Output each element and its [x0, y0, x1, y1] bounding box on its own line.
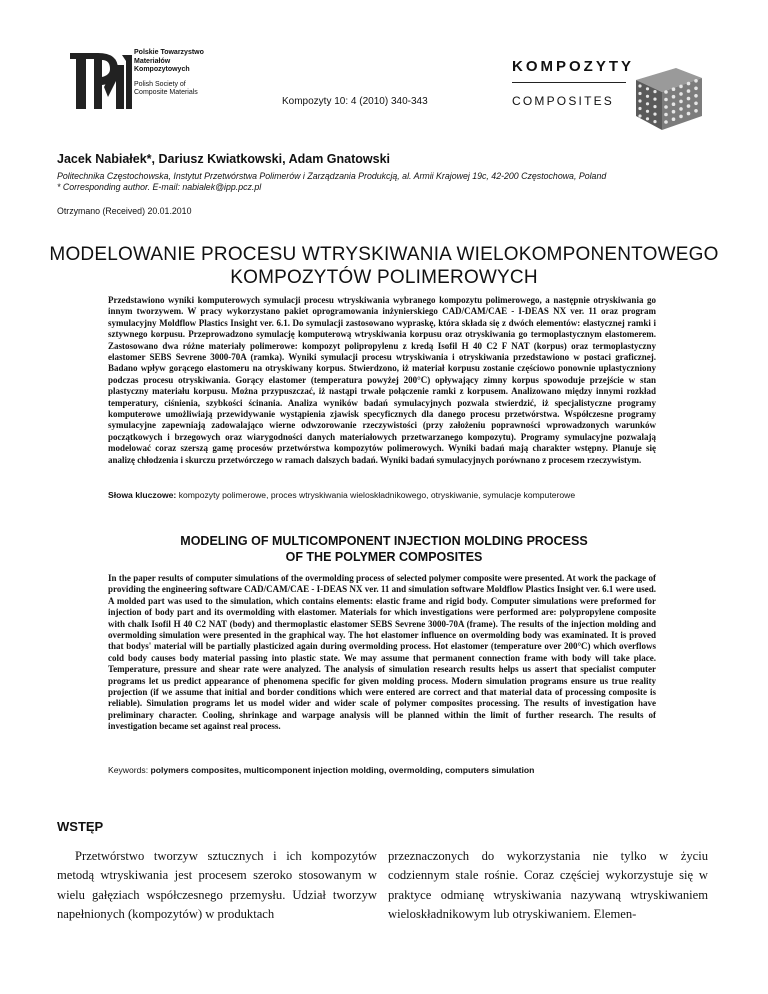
keywords-en-label: Keywords: [108, 765, 149, 775]
society-name [134, 49, 220, 105]
affiliation: Politechnika Częstochowska, Instytut Przetwórstwa Polimerów i Zarządzania Produkcją, al. Armii Krajowej 19c, 42-200 Częstochowa, Poland [57, 171, 607, 181]
affiliation-block [57, 171, 737, 193]
title-pl-line-1: MODELOWANIE PROCESU WTRYSKIWANIA WIELOKOMPONENTOWEGO [49, 244, 719, 265]
society-name-en-2: Composite Materials [134, 89, 198, 96]
composite-cube-icon [630, 58, 706, 132]
abstract-en: In the paper results of computer simulations of the overmolding process of selected polymer composite were presented. At work the package of providing the engineering software CAD/CAM/CAE - I-DEAS NX ver. 11 and simulation software Moldflow Plastics Insight ver. 6.1 were used. A molded part was used to the simulation, which contains elements: elastic frame and rigid body. Computer simulations were preformed for injection of body part and its overmolding with elastomer. Materials for which investigations were performed are: polypropylene composite with chalk Isofil H 40 C2 NAT (body) and thermoplastic elastomer SEBS Sevrene 3000-70A (frame). The results of the injection molding and overmolding simulation were presented in the graphical way. The hot elastomer influence on overmolding body was examinated. It is proved that bodys' material will be partially plasticized again during overmolding process. Hot elastomer (temperature over 200°C) which overflows cold body causes body material passing into plastic state. We may assume that permanent connection frame with body will take place. Temperature, pressure and shear rate were analyzed. The analysis of simulation research results helps us assert that specialist computer programs let us predict appearance of phenomena specific for given molding process. Modern simulation programs ensure us true reality projection (if we assume that initial and border conditions which were entered are correct and that material data of processing composite is reliable). Simulation programs let us model wider and wider scale of polymer composites processing. The results of investigation have preliminary character. Cooling, shrinkage and warpage analysis will be planned within the limit of further research. The results of investigation became set against real process. [108, 573, 656, 732]
keywords-pl-text: kompozyty polimerowe, proces wtryskiwania wieloskładnikowego, otryskiwanie, symulacje komputerowe [178, 490, 576, 500]
body-column-left: Przetwórstwo tworzyw sztucznych i ich kompozytów metodą wtryskiwania jest procesem szeroko stosowanym w wielu gałęziach współczesnego przemysłu. Udział tworzyw napełnionych (kompozytów) w produktach [57, 849, 377, 922]
journal-citation: Kompozyty 10: 4 (2010) 340-343 [282, 96, 428, 107]
society-name-en-1: Polish Society of [134, 80, 186, 88]
title-en-line-1: MODELING OF MULTICOMPONENT INJECTION MOLDING PROCESS [180, 534, 588, 548]
body-column-right: przeznaczonych do wykorzystania nie tylko w życiu codziennym stale rośnie. Coraz częściej wykorzystuje się w praktyce odmianę wtryskiwania nazywaną wtryskiwaniem wieloskładnikowym lub otryskiwaniem. Elemen- [388, 849, 708, 922]
corresponding-author: * Corresponding author. E-mail: nabialek@ipp.pcz.pl [57, 182, 262, 192]
ptmk-logo-icon [66, 47, 134, 115]
society-name-pl-2: Materiałów Kompozytowych [134, 57, 190, 73]
title-en-line-2: OF THE POLYMER COMPOSITES [285, 550, 483, 564]
section-heading: WSTĘP [57, 819, 104, 834]
abstract-pl: Przedstawiono wyniki komputerowych symulacji procesu wtryskiwania wybranego kompozytu polimerowego, a następnie otryskiwania go innym tworzywem. W pracy wykorzystano pakiet oprogramowania inżynierskiego CAD/CAM/CAE - I-DEAS NX ver. 11 oraz program symulacyjny Moldflow Plastics Insight ver. 6.1. Do symulacji zastosowano wypraskę, która składa się z dwóch elementów: elastycznej ramki i sztywnego korpusu. Przeprowadzono symulację komputerową wtryskiwania korpusu oraz otryskiwania go termoplastycznym elastomerem. Zastosowano dwa różne materiały polimerowe: kompozyt polipropylenu z kredą Isofil H 40 C2 F NAT (korpus) oraz termoplastyczny elastomer SEBS Sevrene 3000-70A (ramka). Wyniki symulacji procesu wtryskiwania i otryskiwania przedstawiono w postaci graficznej. Badano wpływ gorącego elastomeru na otryskiwany korpus. Stwierdzono, iż materiał korpusu zostanie częściowo ponownie uplastyczniony podczas procesu otryskiwania. Gorący elastomer (temperatura powyżej 200°C) opływający zimny korpus spowoduje przejście w stan plastyczny materiału korpusu. Można przypuszczać, iż nastąpi trwałe połączenie ramki z korpusem. Analizowano między innymi rozkład temperatury, ciśnienia, szybkości ścinania. Analiza wyników badań symulacyjnych pozwala stwierdzić, iż specjalistyczne programy komputerowe umożliwiają przewidywanie wystąpienia zjawisk specyficznych dla danego procesu przetwórstwa. Współczesne programy symulacyjne zapewniają zadowalająco wierne odwzorowanie rzeczywistości (przy założeniu poprawności wprowadzonych warunków początkowych i brzegowych oraz wiarygodności danych materiałowych przetwarzanego kompozytu). Programy symulacyjne pozwalają modelować coraz szerszą gamę procesów przetwórstwa kompozytów polimerowych. Wyniki badań mają charakter wstępny. Planuje się analizę chłodzenia i skurczu przetwórczego w ramach dalszych badań. Wyniki badań symulacyjnych porównano z procesem rzeczywistym. [108, 295, 656, 465]
authors: Jacek Nabiałek*, Dariusz Kwiatkowski, Adam Gnatowski [57, 152, 391, 166]
journal-brand-en: COMPOSITES [512, 94, 615, 108]
society-name-pl-1: Polskie Towarzystwo [134, 49, 204, 56]
journal-brand-pl: KOMPOZYTY [512, 58, 635, 75]
title-en [40, 533, 728, 565]
keywords-en-text: polymers composites, multicomponent injection molding, overmolding, computers simulation [150, 765, 535, 775]
keywords-pl-label: Słowa kluczowe: [108, 490, 177, 500]
brand-divider [512, 82, 626, 83]
keywords-pl [108, 490, 575, 500]
keywords-en [108, 765, 534, 775]
title-pl [40, 243, 728, 289]
title-pl-line-2: KOMPOZYTÓW POLIMEROWYCH [230, 267, 538, 288]
received-date: Otrzymano (Received) 20.01.2010 [57, 206, 192, 216]
